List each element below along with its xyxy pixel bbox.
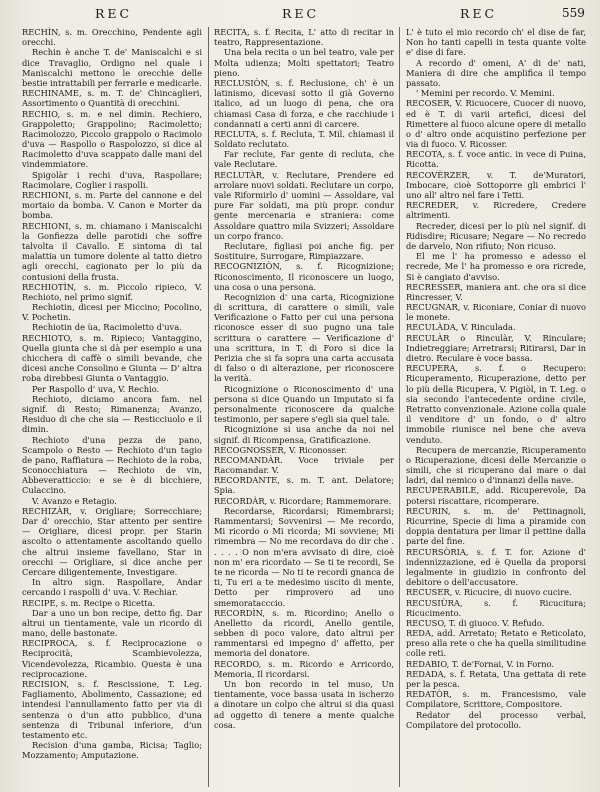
entry-subsense: El me l' ha promesso e adesso el recrede, Me l' ha promesso e ora ricrede, Si è cangiato d'avviso. bbox=[406, 251, 586, 282]
dictionary-entry: RECOGNOSSER, V. Riconosser. bbox=[214, 444, 347, 455]
page-number: 559 bbox=[562, 6, 585, 20]
entry-subsense: Recupera de mercanzie, Ricuperamento o Ricuperazione, dicesi delle Mercanzie o simili, che si ricuperano dal mare o dai ladri, dal nemico o d'innanzi della nave. bbox=[406, 444, 586, 486]
dictionary-entry: RECHIZÀR, v. Origliare; Sorrecchiare; Dar d' orecchio, Star attento per sentire — Origliare, dicesi propr. per Starin ascolto o attentamente ascoltando quello che altrui insieme favellano, Star in orecchi — Origliare, si dice anche per Cercare diligentemente, Investigare. bbox=[22, 505, 202, 577]
dictionary-entry: REDADA, s. f. Retata, Una gettata di rete per la pesca. bbox=[406, 668, 586, 689]
dictionary-entry: RECURIN, s. m. de' Pettinagnoli, Ricurrine, Specie di lima a piramide con doppia dentatura per limar il pettine dalla parte del fine. bbox=[406, 505, 586, 547]
entry-subsense: Una bela recita o un bel teatro, vale per Molta udienza; Molti spettatori; Teatro pieno. bbox=[214, 47, 394, 78]
dictionary-entry: RECURSÒRIA, s. f. T. for. Azione d' indennizzazione, ed è Quella da proporsi legalmente in giudizio in confronto del debitore o dell'accusatore. bbox=[406, 546, 586, 588]
dictionary-entry: RECUGNAR, v. Riconiare, Coniar di nuovo le monete. bbox=[406, 302, 586, 323]
running-header bbox=[0, 6, 600, 24]
dictionary-entry: RECHIO, s. m. e nel dimin. Rechiero, Grappoletto; Grappolino; Racimoletto; Racimolozzo, Piccolo grappolo o Racimolo d'uva — Raspollo o Raspolozzo, si dice al Racimoletto d'uva scappato dalle mani del vindemmiatore. bbox=[22, 108, 202, 170]
dictionary-entry: RECULÀR o Rinculàr, V. Rinculare; Indietreggiare; Arretrarsi; Ritirarsi, Dar in dietro. Reculare è voce bassa. bbox=[406, 332, 586, 363]
dictionary-entry: RECHIOTÌN, s. m. Piccolo ripieco, V. Rechioto, nel primo signif. bbox=[22, 281, 202, 302]
dictionary-entry: RECHIOTO, s. m. Ripieco; Vantaggino, Quella giunta che si dà per esempio a una chicchera di caffè o simili bevande, che dicesi anche Consolino e Giunta — D' altra roba direbbesi Giunta o Vantaggio. bbox=[22, 332, 202, 384]
column-middle bbox=[214, 27, 394, 787]
dictionary-entry: RECLUTÀR, v. Reclutare, Prendere ed arrolare nuovi soldati. Reclutare un corpo, vale Riformirlo d' uomini — Assoldare, val pure Far soldati, ma più propr. condur gente mercenaria e straniera: come Assoldare quattro mila Svizzeri; Assoldare un corpo franco. bbox=[214, 169, 394, 241]
dictionary-entry: RECHIONI, s. m. Parte del cannone e del mortaio da bomba. V. Canon e Morter da bomba. bbox=[22, 190, 202, 221]
dictionary-entry: RECUPERABILE, add. Ricuperevole, Da potersi riscattare, ricomperare. bbox=[406, 485, 586, 506]
dictionary-entry: RECHINAME, s. m. T. de' Chincaglieri, Assortimento o Quantità di orecchini. bbox=[22, 88, 202, 109]
entry-subsense: Ricognizione si usa anche da noi nel signif. di Ricompensa, Gratificazione. bbox=[214, 424, 394, 445]
dictionary-entry: RECULÀDA, V. Rinculada. bbox=[406, 322, 516, 333]
dictionary-entry: RECLUTA, s. f. Recluta, T. Mil. chiamasi il Soldato reclutato. bbox=[214, 128, 394, 150]
entry-subsense: Rechin è anche T. de' Maniscalchi e si dice Travaglio, Ordigno nel quale i Maniscalchi mettono le orecchie delle bestie intrattabili per ferrarle e medicarle. bbox=[22, 47, 202, 88]
entry-subsense: Recognizion d' una carta, Ricognizione di scrittura, di carattere o simili, vale Verificazione o Fatto per cui una persona riconosce esser di suo pugno una tale scrittura o carattere — Verificazione d' una scrittura, in T. di Foro si dice la Perizia che si fa sopra una carta accusata di falso o di alterazione, per riconoscere la verità. bbox=[214, 291, 394, 384]
entry-subsense: Far reclute, Far gente di recluta, che vale Reclutare. bbox=[214, 149, 394, 170]
dictionary-entry: RECUPERA, s. f. o Recupero: Ricuperamento, Ricuperazione, detto per lo più della Ricupera, V. Pigiòl, in T. Leg. o sia secondo l'antecedente ordine civile, Retratto convenzionale. Azione colla quale il venditore d' un fondo, o d' altro immobile riunisce nel bene che aveva venduto. bbox=[406, 363, 586, 445]
dictionary-entry: RECLUSIÒN, s. f. Reclusione, ch' è un latinismo, dicevasi sotto il già Governo italico, ad un luogo di pena, che ora chiamasi Casa di forza, e che racchiude i condannati a certi anni di carcere. bbox=[214, 77, 394, 129]
entry-subsense: Per Raspollo d' uva, V. Rechio. bbox=[32, 383, 160, 394]
dictionary-entry: RECIPE, s. m. Recipe o Ricetta. bbox=[22, 597, 156, 608]
dictionary-entry: RECHIONI, s. m. chiamano i Maniscalchi la Gonfiezza delle parotidi che soffre talvolta il Cavallo. E sintoma di tal malattia un tumore dolente al tatto dietro agli orecchi, cagionato per lo più da contusioni della frusta. bbox=[22, 220, 202, 282]
dictionary-entry: L' è tuto el mio recordo ch' el dise de far, Non ho tanti capelli in testa quante volte e' dise di fare. bbox=[406, 27, 586, 58]
dictionary-entry: RECUSIÙRA, s. f. Ricucitura; Ricucimento. bbox=[406, 597, 586, 618]
dictionary-entry: RECORDANTE, s. m. T. ant. Delatore; Spia. bbox=[214, 475, 394, 496]
entry-subsense: Redator del processo verbal, Compilatore del protocollo. bbox=[406, 709, 586, 730]
entry-subsense: A recordo d' omeni, A' di de' nati, Maniera di dire che amplifica il tempo passato. bbox=[406, 57, 586, 88]
dictionary-entry: RECUSO, T. di giuoco. V. Refudo. bbox=[406, 617, 545, 628]
entry-subsense: Rechiotin, dicesi per Miccino; Pocolino, V. Pochetin. bbox=[22, 302, 202, 323]
dictionary-entry: RECITA, s. f. Recita, L' atto di recitar in teatro, Rappresentazione. bbox=[214, 27, 394, 48]
entry-subsense: In altro sign. Raspollare, Andar cercando i raspolli d' uva. V. Rechiar. bbox=[22, 577, 202, 598]
entry-subsense: Recordarse, Ricordarsi; Rimembrarsi; Rammentarsi; Sovvenirsi — Me recordo, Mi ricordo o Mi ricorda; Mi sovviene; Mi rimembra — No me recordava do dir che . . . . . O non m'era avvisato di dire, cioè non m' era ricordato — Se ti te recordi, Se te ne ricorda — No ti te recordi gnanca de ti, Tu eri a te medesimo uscito di mente, Detto per rimprovero ad uno smemoratacccio. bbox=[214, 505, 394, 608]
entry-subsense: Reclutare, figliasi poi anche fig. per Sostituire, Surrogare, Rimpiazzare. bbox=[214, 240, 394, 262]
entry-subsense: Ricognizione o Riconoscimento d' una persona si dice Quando un Imputato si fa personalmente riconoscere da qualche testimonio, per sapere s'egli sia quel tale. bbox=[214, 383, 394, 425]
dictionary-entry: RECOTA, s. f. voce antic. in vece di Puina, Ricotta. bbox=[406, 149, 586, 170]
dictionary-entry: RECIPROCA, s. f. Reciprocazione o Reciprocità, Scambievolezza, Vicendevolezza, Ricambio. Questa è una reciprocazione. bbox=[22, 638, 202, 679]
entry-subsense: ' Memini per recordo. V. Memini. bbox=[416, 88, 555, 99]
column-left bbox=[22, 27, 202, 787]
entry-subsense: Dar a uno un bon recipe, detto fig. Dar altrui un tientamente, vale un ricordo di mano, delle bastonate. bbox=[22, 607, 202, 639]
entry-subsense: Rechioto d'una pezza de pano, Scampolo o Resto — Rechioto d'un tagio de pano, Raffiatura — Rechioto de la roba, Sconocchiatura — Rechioto de vin, Abbeveratticcio: e se è di bicchiere, Culaccino. bbox=[22, 434, 202, 496]
dictionary-entry: RECHÌN, s. m. Orecchino, Pendente agli orecchi. bbox=[22, 27, 202, 48]
columns bbox=[0, 27, 600, 787]
entry-subsense: Recreder, dicesi per lo più nel signif. di Ridisdire; Ricusare; Negare — No recredo de darvelo, Non rifiuto; Non ricuso. bbox=[406, 220, 586, 251]
entry-subsense: Recision d'una gamba, Ricisa; Taglio; Mozzamento; Amputazione. bbox=[22, 740, 202, 761]
dictionary-entry: RECREDER, v. Ricredere, Credere altrimenti. bbox=[406, 200, 586, 221]
dictionary-entry: RECOVÈRZER, v. T. de'Muratori, Imbocare, cioè Sottoporre gli embrici l' uno all' altro nel fare i Tetti. bbox=[406, 169, 586, 200]
entry-subsense: Rechiotin de ùa, Racimoletto d'uva. bbox=[32, 322, 182, 333]
dictionary-entry: RECUSER, v. Ricucire, di nuovo cucire. bbox=[406, 587, 572, 598]
header-right: REC bbox=[460, 6, 498, 21]
dictionary-entry: RECOSER, V. Ricuocere, Cuocer di nuovo, ed è T. di varii artefici, dicesi del Rimettere al fuoco alcune opere di metallo o d' altro onde acquistino perfezione per via di fuoco. V. Ricosser. bbox=[406, 98, 586, 150]
dictionary-entry: RECISION, s. f. Rescissione, T. Leg. Fagliamento, Abolimento, Cassazione; ed intendesi l'annullamento fatto per via di sentenza o d'un atto pubblico, d'una sentenza di Tribunal inferiore, d'un testamento etc. bbox=[22, 679, 202, 740]
dictionary-entry: RECOMANDÀR. Voce triviale per Racomandar. V. bbox=[214, 454, 394, 476]
entry-subsense: Spigolàr i rechi d'uva, Raspollare; Racimolare, Coglier i raspolli. bbox=[22, 169, 202, 190]
dictionary-entry: RECRESSER, maniera ant. che ora si dice Rincresser, V. bbox=[406, 281, 586, 302]
column-right bbox=[406, 27, 586, 787]
header-center: REC bbox=[282, 6, 320, 21]
dictionary-entry: RECOGNIZIÒN, s. f. Ricognizione; Riconoscimento, Il riconoscere un luogo, una cosa o una persona. bbox=[214, 261, 394, 292]
entry-subsense: V. Avanzo e Retagio. bbox=[32, 495, 117, 506]
dictionary-entry: REDABIO, T. de'Fornai, V. in Forno. bbox=[406, 658, 555, 669]
entry-subsense: Un bon recordo in tel muso, Un tientamente, voce bassa usata in ischerzo a dinotare un colpo che altrui si dia quasi ad oggetto di tenere a mente qualche cosa. bbox=[214, 679, 394, 730]
dictionary-entry: RECORDO, s. m. Ricordo e Arricordo, Memoria, Il ricordarsi. bbox=[214, 658, 394, 679]
dictionary-entry: RECORDÌN, s. m. Ricordino; Anello o Anelletto da ricordi, Anello gentile, sebben di poco valore, dato altrui per rammentarsi ed impegno d' affetto, per memoria del donatore. bbox=[214, 607, 394, 659]
dictionary-entry: REDATÒR, s. m. Francesismo, vale Compilatore, Scrittore, Compositore. bbox=[406, 689, 586, 710]
dictionary-entry: REDA, add. Arretato; Retato e Reticolato, preso alla rete o che ha quella similitudine colle reti. bbox=[406, 628, 586, 659]
entry-subsense: Rechioto, diciamo ancora fam. nel signif. di Resto; Rimanenza; Avanzo, Residuo di che che sia — Resticciuolo e il dimin. bbox=[22, 393, 202, 435]
dictionary-entry: RECORDÀR, v. Ricordare; Rammemorare. bbox=[214, 495, 392, 506]
header-left: REC bbox=[95, 6, 133, 21]
